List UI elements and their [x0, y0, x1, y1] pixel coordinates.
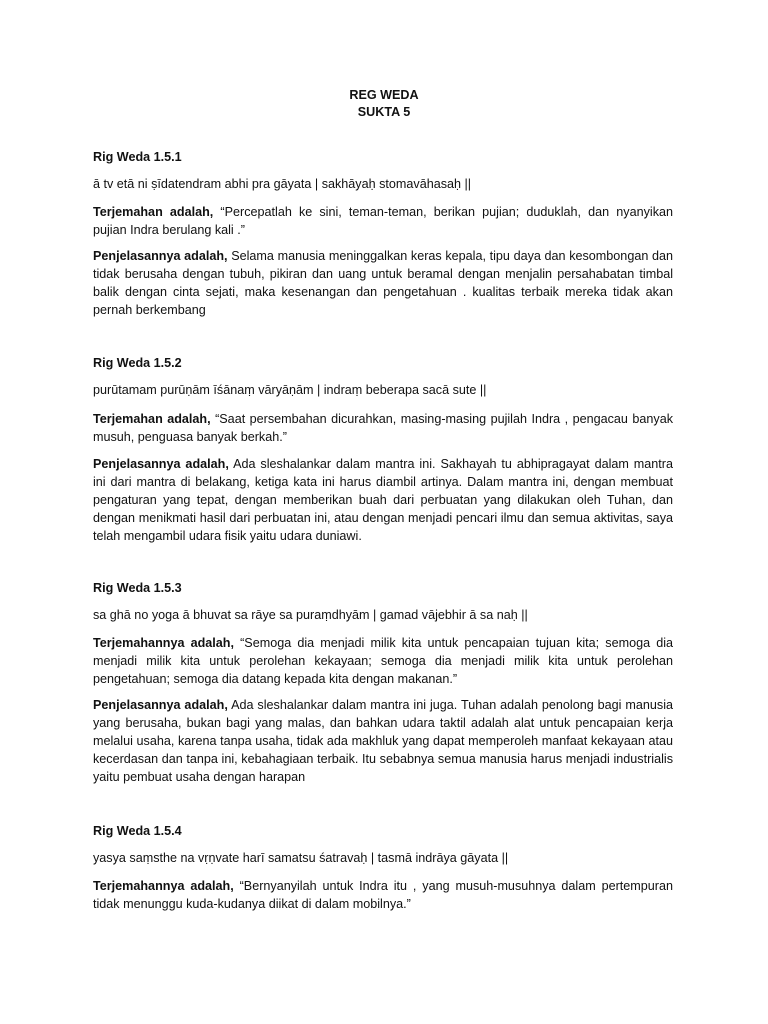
- translation-label: Terjemahan adalah,: [93, 412, 211, 426]
- explanation-text: Ada sleshalankar dalam mantra ini. Sakhayah tu abhipragayat dalam mantra ini dari mantra di belakang, ketiga kata ini harus diambil artinya. Dalam mantra ini, dengan membuat pengaturan yang tepat, dengan memberikan buah dari perbuatan yang dilakukan oleh Tuhan, dan dengan menikmati hasil dari perbuatan ini, atau dengan menjadi pencari ilmu dan semua aktivitas, saya telah mengambil udara fisik yaitu udara duniawi.: [93, 457, 673, 543]
- explanation-paragraph: [93, 247, 673, 319]
- verse-text: yasya saṃsthe na vṛṇvate harī samatsu śatravaḥ | tasmā indrāya gāyata ||: [93, 851, 509, 865]
- translation-label: Terjemahannya adalah,: [93, 636, 234, 650]
- translation-text: “Semoga dia menjadi milik kita untuk pencapaian tujuan kita; semoga dia menjadi milik kita untuk perolehan kekayaan; semoga dia menjadi milik kita untuk perolehan pengetahuan; semoga dia datang kepada kita dengan makanan.”: [93, 636, 674, 686]
- translation-label: Terjemahan adalah,: [93, 205, 214, 219]
- section-heading: Rig Weda 1.5.2: [93, 356, 182, 370]
- verse-text: sa ghā no yoga ā bhuvat sa rāye sa puraṃdhyām | gamad vājebhir ā sa naḥ ||: [93, 608, 528, 622]
- explanation-label: Penjelasannya adalah,: [93, 457, 229, 471]
- translation-label: Terjemahannya adalah,: [93, 879, 234, 893]
- explanation-paragraph: [93, 455, 673, 545]
- document-title: REG WEDA: [349, 88, 419, 102]
- document-subtitle: SUKTA 5: [357, 105, 411, 119]
- verse-text: purūtamam purūṇām īśānaṃ vāryāṇām | indraṃ beberapa sacā sute ||: [93, 383, 487, 397]
- section-heading: Rig Weda 1.5.1: [93, 150, 182, 164]
- verse-text: ā tv etā ni ṣīdatendram abhi pra gāyata | sakhāyaḥ stomavāhasaḥ ||: [93, 177, 472, 191]
- translation-paragraph: [93, 877, 673, 913]
- explanation-label: Penjelasannya adalah,: [93, 249, 228, 263]
- translation-paragraph: [93, 634, 673, 688]
- explanation-text: Ada sleshalankar dalam mantra ini juga. Tuhan adalah penolong bagi manusia yang berusaha, bukan bagi yang malas, dan bahkan udara taktil adalah alat untuk pencapaian kerja melalui usaha, karena tanpa usaha, tidak ada makhluk yang dapat memperoleh manfaat kekayaan atau kecerdasan dan tanpa ini, kebahagiaan terbaik. Itu sebabnya semua manusia harus menjadi industrialis yaitu pembuat usaha dengan harapan: [93, 698, 673, 784]
- explanation-paragraph: [93, 696, 673, 786]
- explanation-label: Penjelasannya adalah,: [93, 698, 228, 712]
- translation-text: “Saat persembahan dicurahkan, masing-masing pujilah Indra , pengacau banyak musuh, penguasa banyak berkah.”: [93, 412, 673, 444]
- translation-paragraph: [93, 203, 673, 239]
- section-heading: Rig Weda 1.5.3: [93, 581, 182, 595]
- explanation-text: Selama manusia meninggalkan keras kepala, tipu daya dan kesombongan dan tidak berusaha dengan tubuh, pikiran dan uang untuk beramal dengan menjalin persahabatan timbal balik dengan cinta sejati, maka kesenangan dan pengetahuan . kualitas terbaik mereka tidak akan pernah berkembang: [93, 249, 673, 317]
- translation-text: “Bernyanyilah untuk Indra itu , yang musuh-musuhnya dalam pertempuran tidak menunggu kuda-kudanya diikat di dalam mobilnya.”: [93, 879, 673, 911]
- translation-paragraph: [93, 410, 673, 446]
- section-heading: Rig Weda 1.5.4: [93, 824, 182, 838]
- translation-text: “Percepatlah ke sini, teman-teman, berikan pujian; duduklah, dan nyanyikan pujian Indra berulang kali .”: [93, 205, 674, 237]
